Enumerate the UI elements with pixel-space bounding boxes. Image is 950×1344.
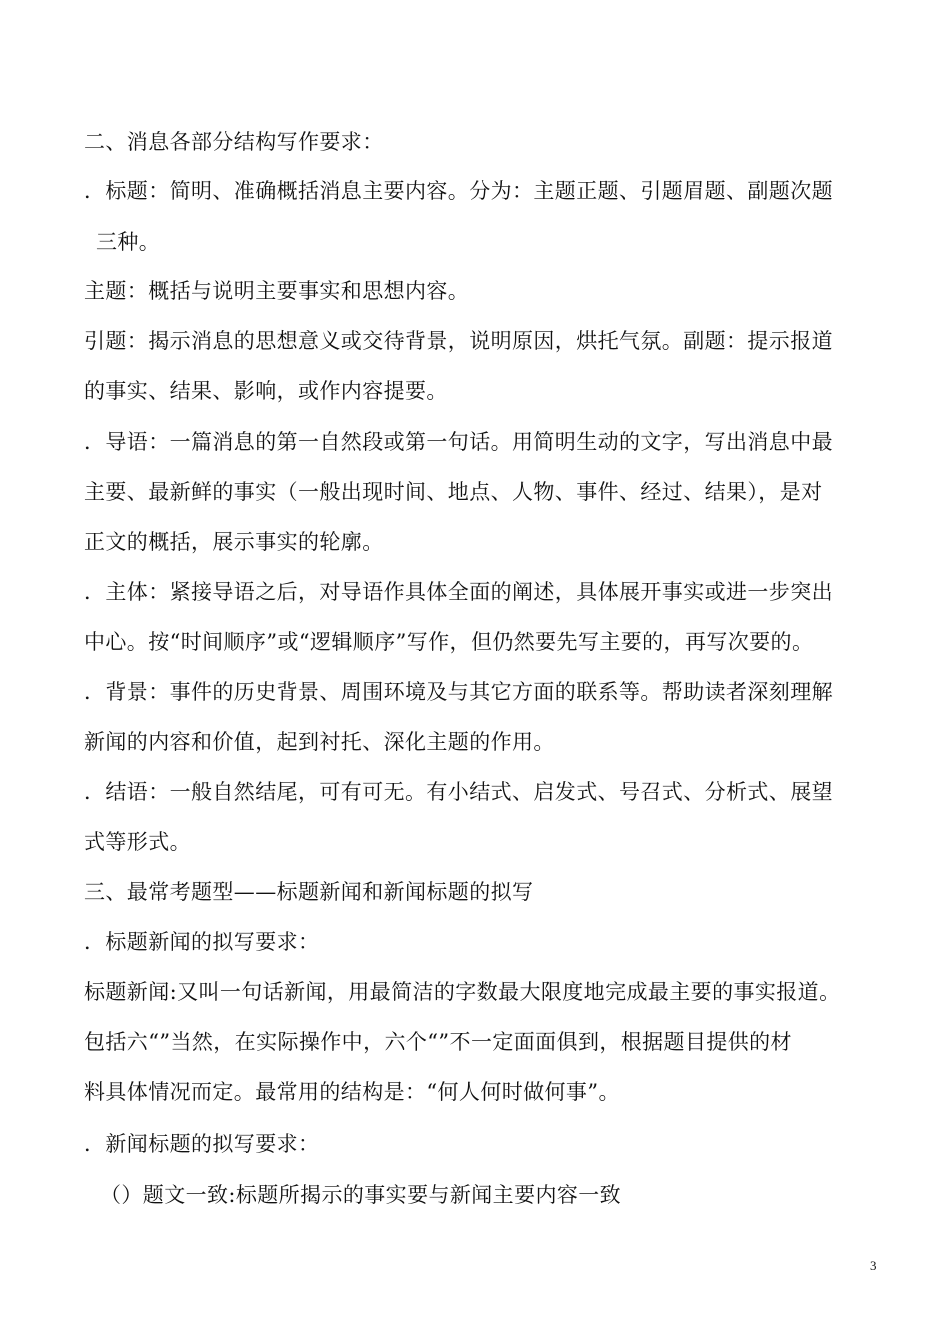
paragraph-main-title: 主题：概括与说明主要事实和思想内容。 — [84, 279, 470, 303]
paragraph-lead-title: 的事实、结果、影响，或作内容提要。 — [84, 379, 448, 403]
paragraph-title-line: 三种。 — [96, 230, 161, 254]
subheading-headline-news: ．标题新闻的拟写要求： — [84, 930, 320, 954]
section-heading-2: 二、消息各部分结构写作要求： — [84, 130, 384, 154]
page-number: 3 — [870, 1258, 877, 1273]
paragraph-lead-title: 引题：揭示消息的思想意义或交待背景，说明原因，烘托气氛。副题：提示报道 — [84, 329, 833, 353]
paragraph-headline-news: 包括六“”当然，在实际操作中，六个“”不一定面面俱到，根据题目提供的材 — [84, 1030, 792, 1054]
paragraph-body: ．主体：紧接导语之后，对导语作具体全面的阐述，具体展开事实或进一步突出 — [84, 580, 833, 604]
paragraph-headline-news: 料具体情况而定。最常用的结构是：“何人何时做何事”。 — [84, 1080, 620, 1104]
paragraph-title-line: ．标题：简明、准确概括消息主要内容。分为：主题正题、引题眉题、副题次题 — [84, 179, 833, 203]
paragraph-lead: 主要、最新鲜的事实（一般出现时间、地点、人物、事件、经过、结果），是对 — [84, 480, 823, 504]
paragraph-background: ．背景：事件的历史背景、周围环境及与其它方面的联系等。帮助读者深刻理解 — [84, 680, 833, 704]
paragraph-lead: ．导语：一篇消息的第一自然段或第一句话。用简明生动的文字，写出消息中最 — [84, 430, 833, 454]
section-heading-3: 三、最常考题型——标题新闻和新闻标题的拟写 — [84, 880, 534, 904]
subheading-news-title: ．新闻标题的拟写要求： — [84, 1132, 320, 1156]
paragraph-background: 新闻的内容和价值，起到衬托、深化主题的作用。 — [84, 730, 555, 754]
paragraph-body: 中心。按“时间顺序”或“逻辑顺序”写作，但仍然要先写主要的，再写次要的。 — [84, 630, 814, 654]
paragraph-conclusion: 式等形式。 — [84, 830, 191, 854]
paragraph-headline-news: 标题新闻:又叫一句话新闻，用最简洁的字数最大限度地完成最主要的事实报道。 — [84, 980, 841, 1004]
paragraph-lead: 正文的概括，展示事实的轮廓。 — [84, 530, 384, 554]
paragraph-conclusion: ．结语：一般自然结尾，可有可无。有小结式、启发式、号召式、分析式、展望 — [84, 780, 833, 804]
list-item: （）题文一致:标题所揭示的事实要与新闻主要内容一致 — [100, 1183, 622, 1207]
